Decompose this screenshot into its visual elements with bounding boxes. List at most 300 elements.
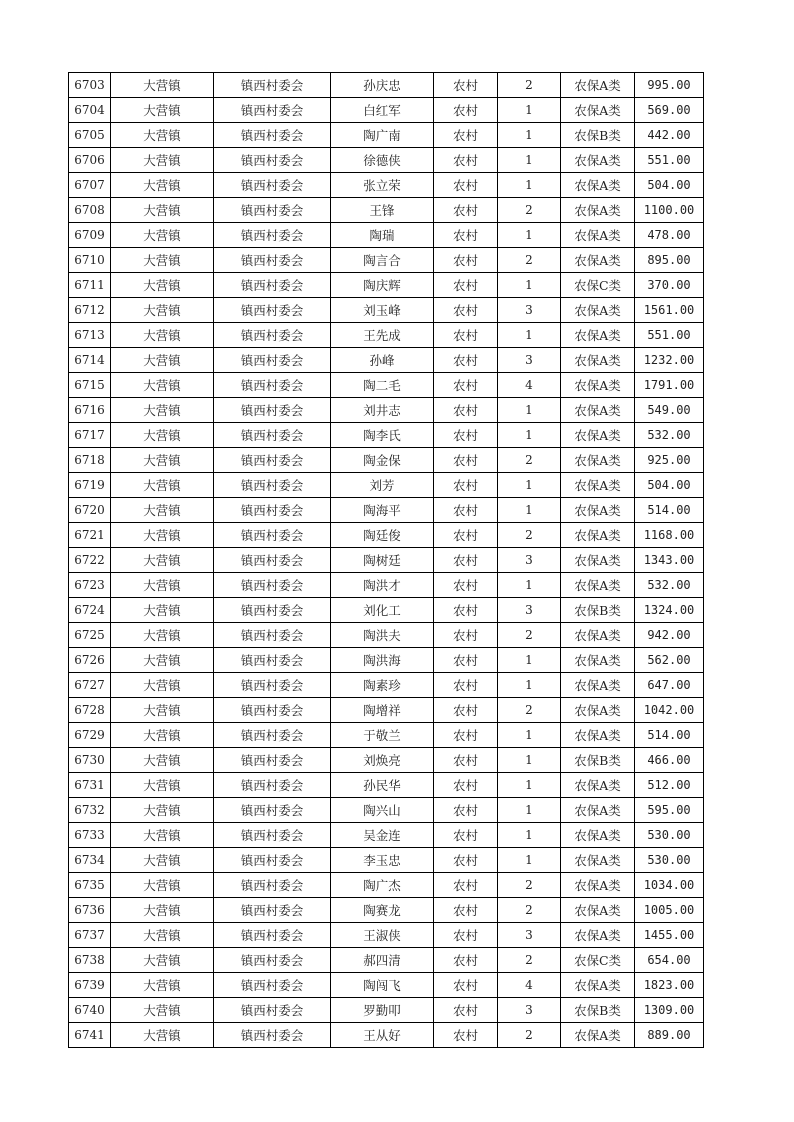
town-cell: 大营镇: [111, 748, 214, 773]
household-type-cell: 农村: [434, 673, 498, 698]
household-type-cell: 农村: [434, 573, 498, 598]
serial-number-cell: 6720: [69, 498, 111, 523]
insurance-category-cell: 农保A类: [561, 898, 635, 923]
household-size-cell: 1: [498, 398, 561, 423]
household-size-cell: 1: [498, 848, 561, 873]
village-committee-cell: 镇西村委会: [214, 498, 331, 523]
town-cell: 大营镇: [111, 523, 214, 548]
table-row: [69, 748, 704, 773]
name-cell: 陶素珍: [331, 673, 434, 698]
insurance-category-cell: 农保A类: [561, 223, 635, 248]
village-committee-cell: 镇西村委会: [214, 473, 331, 498]
table-row: [69, 873, 704, 898]
name-cell: 陶树廷: [331, 548, 434, 573]
household-size-cell: 2: [498, 623, 561, 648]
insurance-category-cell: 农保A类: [561, 548, 635, 573]
household-size-cell: 3: [498, 298, 561, 323]
town-cell: 大营镇: [111, 373, 214, 398]
town-cell: 大营镇: [111, 948, 214, 973]
town-cell: 大营镇: [111, 648, 214, 673]
amount-cell: 504.00: [635, 173, 704, 198]
table-row: [69, 173, 704, 198]
town-cell: 大营镇: [111, 248, 214, 273]
amount-cell: 442.00: [635, 123, 704, 148]
village-committee-cell: 镇西村委会: [214, 1023, 331, 1048]
village-committee-cell: 镇西村委会: [214, 248, 331, 273]
town-cell: 大营镇: [111, 173, 214, 198]
amount-cell: 1042.00: [635, 698, 704, 723]
household-type-cell: 农村: [434, 598, 498, 623]
amount-cell: 504.00: [635, 473, 704, 498]
insurance-category-cell: 农保A类: [561, 248, 635, 273]
household-type-cell: 农村: [434, 998, 498, 1023]
serial-number-cell: 6735: [69, 873, 111, 898]
name-cell: 陶洪海: [331, 648, 434, 673]
name-cell: 陶广南: [331, 123, 434, 148]
table-row: [69, 798, 704, 823]
serial-number-cell: 6724: [69, 598, 111, 623]
household-size-cell: 2: [498, 248, 561, 273]
name-cell: 徐德侠: [331, 148, 434, 173]
town-cell: 大营镇: [111, 273, 214, 298]
village-committee-cell: 镇西村委会: [214, 623, 331, 648]
town-cell: 大营镇: [111, 323, 214, 348]
serial-number-cell: 6727: [69, 673, 111, 698]
insurance-category-cell: 农保A类: [561, 798, 635, 823]
household-size-cell: 1: [498, 648, 561, 673]
village-committee-cell: 镇西村委会: [214, 123, 331, 148]
insurance-category-cell: 农保A类: [561, 873, 635, 898]
name-cell: 王从好: [331, 1023, 434, 1048]
name-cell: 孙民华: [331, 773, 434, 798]
insurance-category-cell: 农保B类: [561, 598, 635, 623]
household-type-cell: 农村: [434, 723, 498, 748]
insurance-category-cell: 农保A类: [561, 723, 635, 748]
serial-number-cell: 6708: [69, 198, 111, 223]
household-size-cell: 1: [498, 473, 561, 498]
household-size-cell: 1: [498, 723, 561, 748]
town-cell: 大营镇: [111, 573, 214, 598]
household-type-cell: 农村: [434, 223, 498, 248]
serial-number-cell: 6714: [69, 348, 111, 373]
table-row: [69, 823, 704, 848]
household-type-cell: 农村: [434, 98, 498, 123]
serial-number-cell: 6709: [69, 223, 111, 248]
household-type-cell: 农村: [434, 648, 498, 673]
table-row: [69, 923, 704, 948]
household-type-cell: 农村: [434, 473, 498, 498]
table-row: [69, 598, 704, 623]
town-cell: 大营镇: [111, 923, 214, 948]
table-row: [69, 373, 704, 398]
village-committee-cell: 镇西村委会: [214, 148, 331, 173]
table-row: [69, 848, 704, 873]
serial-number-cell: 6736: [69, 898, 111, 923]
amount-cell: 942.00: [635, 623, 704, 648]
name-cell: 陶闯飞: [331, 973, 434, 998]
serial-number-cell: 6723: [69, 573, 111, 598]
amount-cell: 514.00: [635, 498, 704, 523]
household-type-cell: 农村: [434, 248, 498, 273]
name-cell: 陶广杰: [331, 873, 434, 898]
village-committee-cell: 镇西村委会: [214, 298, 331, 323]
village-committee-cell: 镇西村委会: [214, 923, 331, 948]
name-cell: 陶瑞: [331, 223, 434, 248]
town-cell: 大营镇: [111, 773, 214, 798]
name-cell: 陶赛龙: [331, 898, 434, 923]
table-row: [69, 698, 704, 723]
village-committee-cell: 镇西村委会: [214, 423, 331, 448]
amount-cell: 1232.00: [635, 348, 704, 373]
household-type-cell: 农村: [434, 448, 498, 473]
amount-cell: 466.00: [635, 748, 704, 773]
village-committee-cell: 镇西村委会: [214, 748, 331, 773]
amount-cell: 551.00: [635, 323, 704, 348]
insurance-category-cell: 农保A类: [561, 173, 635, 198]
name-cell: 陶洪夫: [331, 623, 434, 648]
town-cell: 大营镇: [111, 223, 214, 248]
amount-cell: 551.00: [635, 148, 704, 173]
name-cell: 陶李氏: [331, 423, 434, 448]
table-row: [69, 298, 704, 323]
serial-number-cell: 6741: [69, 1023, 111, 1048]
insurance-category-cell: 农保A类: [561, 448, 635, 473]
village-committee-cell: 镇西村委会: [214, 973, 331, 998]
household-size-cell: 3: [498, 348, 561, 373]
household-size-cell: 3: [498, 548, 561, 573]
town-cell: 大营镇: [111, 473, 214, 498]
household-type-cell: 农村: [434, 748, 498, 773]
household-size-cell: 1: [498, 148, 561, 173]
name-cell: 罗勤叩: [331, 998, 434, 1023]
town-cell: 大营镇: [111, 123, 214, 148]
household-size-cell: 2: [498, 898, 561, 923]
household-size-cell: 1: [498, 773, 561, 798]
insurance-category-cell: 农保A类: [561, 423, 635, 448]
name-cell: 陶庆辉: [331, 273, 434, 298]
household-size-cell: 2: [498, 198, 561, 223]
household-size-cell: 1: [498, 123, 561, 148]
table-row: [69, 673, 704, 698]
table-row: [69, 898, 704, 923]
name-cell: 李玉忠: [331, 848, 434, 873]
household-type-cell: 农村: [434, 773, 498, 798]
amount-cell: 1561.00: [635, 298, 704, 323]
insurance-category-cell: 农保A类: [561, 198, 635, 223]
village-committee-cell: 镇西村委会: [214, 448, 331, 473]
household-size-cell: 1: [498, 273, 561, 298]
household-type-cell: 农村: [434, 348, 498, 373]
serial-number-cell: 6705: [69, 123, 111, 148]
town-cell: 大营镇: [111, 423, 214, 448]
table-row: [69, 948, 704, 973]
name-cell: 王淑侠: [331, 923, 434, 948]
table-row: [69, 348, 704, 373]
amount-cell: 532.00: [635, 423, 704, 448]
table-row: [69, 998, 704, 1023]
town-cell: 大营镇: [111, 548, 214, 573]
village-committee-cell: 镇西村委会: [214, 723, 331, 748]
household-type-cell: 农村: [434, 798, 498, 823]
serial-number-cell: 6710: [69, 248, 111, 273]
table-row: [69, 623, 704, 648]
table-row: [69, 498, 704, 523]
village-committee-cell: 镇西村委会: [214, 98, 331, 123]
village-committee-cell: 镇西村委会: [214, 823, 331, 848]
amount-cell: 1034.00: [635, 873, 704, 898]
serial-number-cell: 6704: [69, 98, 111, 123]
insurance-category-cell: 农保C类: [561, 273, 635, 298]
town-cell: 大营镇: [111, 1023, 214, 1048]
town-cell: 大营镇: [111, 848, 214, 873]
village-committee-cell: 镇西村委会: [214, 898, 331, 923]
insurance-category-cell: 农保A类: [561, 848, 635, 873]
insurance-category-cell: 农保A类: [561, 623, 635, 648]
table-row: [69, 523, 704, 548]
village-committee-cell: 镇西村委会: [214, 398, 331, 423]
town-cell: 大营镇: [111, 198, 214, 223]
name-cell: 刘玉峰: [331, 298, 434, 323]
serial-number-cell: 6738: [69, 948, 111, 973]
serial-number-cell: 6707: [69, 173, 111, 198]
town-cell: 大营镇: [111, 973, 214, 998]
village-committee-cell: 镇西村委会: [214, 523, 331, 548]
household-type-cell: 农村: [434, 923, 498, 948]
table-row: [69, 1023, 704, 1048]
insurance-category-cell: 农保A类: [561, 648, 635, 673]
insurance-category-cell: 农保A类: [561, 348, 635, 373]
amount-cell: 895.00: [635, 248, 704, 273]
household-size-cell: 1: [498, 823, 561, 848]
serial-number-cell: 6732: [69, 798, 111, 823]
name-cell: 陶海平: [331, 498, 434, 523]
name-cell: 王锋: [331, 198, 434, 223]
amount-cell: 1168.00: [635, 523, 704, 548]
table-row: [69, 148, 704, 173]
amount-cell: 654.00: [635, 948, 704, 973]
town-cell: 大营镇: [111, 148, 214, 173]
name-cell: 刘焕亮: [331, 748, 434, 773]
insurance-category-cell: 农保A类: [561, 523, 635, 548]
household-type-cell: 农村: [434, 123, 498, 148]
serial-number-cell: 6725: [69, 623, 111, 648]
town-cell: 大营镇: [111, 823, 214, 848]
amount-cell: 1309.00: [635, 998, 704, 1023]
amount-cell: 889.00: [635, 1023, 704, 1048]
name-cell: 孙庆忠: [331, 73, 434, 98]
village-committee-cell: 镇西村委会: [214, 998, 331, 1023]
table-row: [69, 448, 704, 473]
insurance-category-cell: 农保A类: [561, 698, 635, 723]
village-committee-cell: 镇西村委会: [214, 673, 331, 698]
village-committee-cell: 镇西村委会: [214, 948, 331, 973]
name-cell: 孙峰: [331, 348, 434, 373]
amount-cell: 647.00: [635, 673, 704, 698]
household-type-cell: 农村: [434, 73, 498, 98]
village-committee-cell: 镇西村委会: [214, 348, 331, 373]
amount-cell: 925.00: [635, 448, 704, 473]
village-committee-cell: 镇西村委会: [214, 773, 331, 798]
village-committee-cell: 镇西村委会: [214, 698, 331, 723]
amount-cell: 478.00: [635, 223, 704, 248]
town-cell: 大营镇: [111, 898, 214, 923]
insurance-category-cell: 农保A类: [561, 398, 635, 423]
table-row: [69, 423, 704, 448]
household-type-cell: 农村: [434, 323, 498, 348]
household-size-cell: 1: [498, 798, 561, 823]
insurance-category-cell: 农保C类: [561, 948, 635, 973]
serial-number-cell: 6711: [69, 273, 111, 298]
household-type-cell: 农村: [434, 1023, 498, 1048]
household-type-cell: 农村: [434, 273, 498, 298]
insurance-category-cell: 农保A类: [561, 823, 635, 848]
name-cell: 郝四清: [331, 948, 434, 973]
serial-number-cell: 6726: [69, 648, 111, 673]
household-size-cell: 3: [498, 998, 561, 1023]
amount-cell: 1005.00: [635, 898, 704, 923]
village-committee-cell: 镇西村委会: [214, 373, 331, 398]
serial-number-cell: 6712: [69, 298, 111, 323]
serial-number-cell: 6733: [69, 823, 111, 848]
amount-cell: 1791.00: [635, 373, 704, 398]
village-committee-cell: 镇西村委会: [214, 548, 331, 573]
household-size-cell: 1: [498, 223, 561, 248]
town-cell: 大营镇: [111, 598, 214, 623]
amount-cell: 1100.00: [635, 198, 704, 223]
insurance-category-cell: 农保A类: [561, 573, 635, 598]
serial-number-cell: 6740: [69, 998, 111, 1023]
household-type-cell: 农村: [434, 623, 498, 648]
table-row: [69, 723, 704, 748]
household-size-cell: 1: [498, 98, 561, 123]
village-committee-cell: 镇西村委会: [214, 223, 331, 248]
amount-cell: 995.00: [635, 73, 704, 98]
name-cell: 陶二毛: [331, 373, 434, 398]
amount-cell: 595.00: [635, 798, 704, 823]
serial-number-cell: 6728: [69, 698, 111, 723]
table-row: [69, 398, 704, 423]
amount-cell: 512.00: [635, 773, 704, 798]
insurance-category-cell: 农保A类: [561, 673, 635, 698]
town-cell: 大营镇: [111, 798, 214, 823]
household-size-cell: 1: [498, 748, 561, 773]
name-cell: 吴金连: [331, 823, 434, 848]
amount-cell: 549.00: [635, 398, 704, 423]
table-row: [69, 248, 704, 273]
town-cell: 大营镇: [111, 298, 214, 323]
serial-number-cell: 6717: [69, 423, 111, 448]
name-cell: 陶洪才: [331, 573, 434, 598]
insurance-category-cell: 农保A类: [561, 323, 635, 348]
name-cell: 陶廷俊: [331, 523, 434, 548]
serial-number-cell: 6739: [69, 973, 111, 998]
amount-cell: 569.00: [635, 98, 704, 123]
insurance-category-cell: 农保A类: [561, 73, 635, 98]
village-committee-cell: 镇西村委会: [214, 598, 331, 623]
insurance-category-cell: 农保A类: [561, 923, 635, 948]
household-type-cell: 农村: [434, 873, 498, 898]
village-committee-cell: 镇西村委会: [214, 648, 331, 673]
insurance-category-cell: 农保B类: [561, 123, 635, 148]
household-size-cell: 2: [498, 698, 561, 723]
village-committee-cell: 镇西村委会: [214, 573, 331, 598]
village-committee-cell: 镇西村委会: [214, 173, 331, 198]
amount-cell: 1455.00: [635, 923, 704, 948]
household-type-cell: 农村: [434, 823, 498, 848]
amount-cell: 370.00: [635, 273, 704, 298]
table-row: [69, 273, 704, 298]
household-type-cell: 农村: [434, 498, 498, 523]
town-cell: 大营镇: [111, 673, 214, 698]
household-size-cell: 1: [498, 498, 561, 523]
serial-number-cell: 6722: [69, 548, 111, 573]
serial-number-cell: 6715: [69, 373, 111, 398]
town-cell: 大营镇: [111, 623, 214, 648]
serial-number-cell: 6731: [69, 773, 111, 798]
insurance-category-cell: 农保A类: [561, 498, 635, 523]
table-row: [69, 473, 704, 498]
insurance-category-cell: 农保A类: [561, 298, 635, 323]
town-cell: 大营镇: [111, 448, 214, 473]
name-cell: 张立荣: [331, 173, 434, 198]
town-cell: 大营镇: [111, 698, 214, 723]
household-type-cell: 农村: [434, 398, 498, 423]
table-body: [69, 73, 704, 1048]
household-size-cell: 3: [498, 923, 561, 948]
household-size-cell: 4: [498, 373, 561, 398]
household-type-cell: 农村: [434, 373, 498, 398]
insurance-category-cell: 农保A类: [561, 373, 635, 398]
village-committee-cell: 镇西村委会: [214, 848, 331, 873]
household-type-cell: 农村: [434, 698, 498, 723]
household-size-cell: 1: [498, 173, 561, 198]
insurance-category-cell: 农保A类: [561, 773, 635, 798]
serial-number-cell: 6706: [69, 148, 111, 173]
household-type-cell: 农村: [434, 423, 498, 448]
household-type-cell: 农村: [434, 548, 498, 573]
town-cell: 大营镇: [111, 498, 214, 523]
amount-cell: 532.00: [635, 573, 704, 598]
serial-number-cell: 6729: [69, 723, 111, 748]
insurance-category-cell: 农保A类: [561, 473, 635, 498]
household-type-cell: 农村: [434, 298, 498, 323]
name-cell: 于敬兰: [331, 723, 434, 748]
serial-number-cell: 6734: [69, 848, 111, 873]
name-cell: 陶兴山: [331, 798, 434, 823]
household-type-cell: 农村: [434, 148, 498, 173]
village-committee-cell: 镇西村委会: [214, 798, 331, 823]
household-type-cell: 农村: [434, 898, 498, 923]
insurance-category-cell: 农保A类: [561, 1023, 635, 1048]
amount-cell: 1343.00: [635, 548, 704, 573]
household-size-cell: 1: [498, 673, 561, 698]
table-row: [69, 323, 704, 348]
insurance-category-cell: 农保A类: [561, 973, 635, 998]
serial-number-cell: 6713: [69, 323, 111, 348]
town-cell: 大营镇: [111, 398, 214, 423]
town-cell: 大营镇: [111, 348, 214, 373]
household-type-cell: 农村: [434, 973, 498, 998]
amount-cell: 530.00: [635, 823, 704, 848]
table-row: [69, 198, 704, 223]
household-size-cell: 2: [498, 948, 561, 973]
household-size-cell: 1: [498, 423, 561, 448]
village-committee-cell: 镇西村委会: [214, 198, 331, 223]
town-cell: 大营镇: [111, 998, 214, 1023]
serial-number-cell: 6737: [69, 923, 111, 948]
insurance-category-cell: 农保A类: [561, 148, 635, 173]
name-cell: 白红军: [331, 98, 434, 123]
